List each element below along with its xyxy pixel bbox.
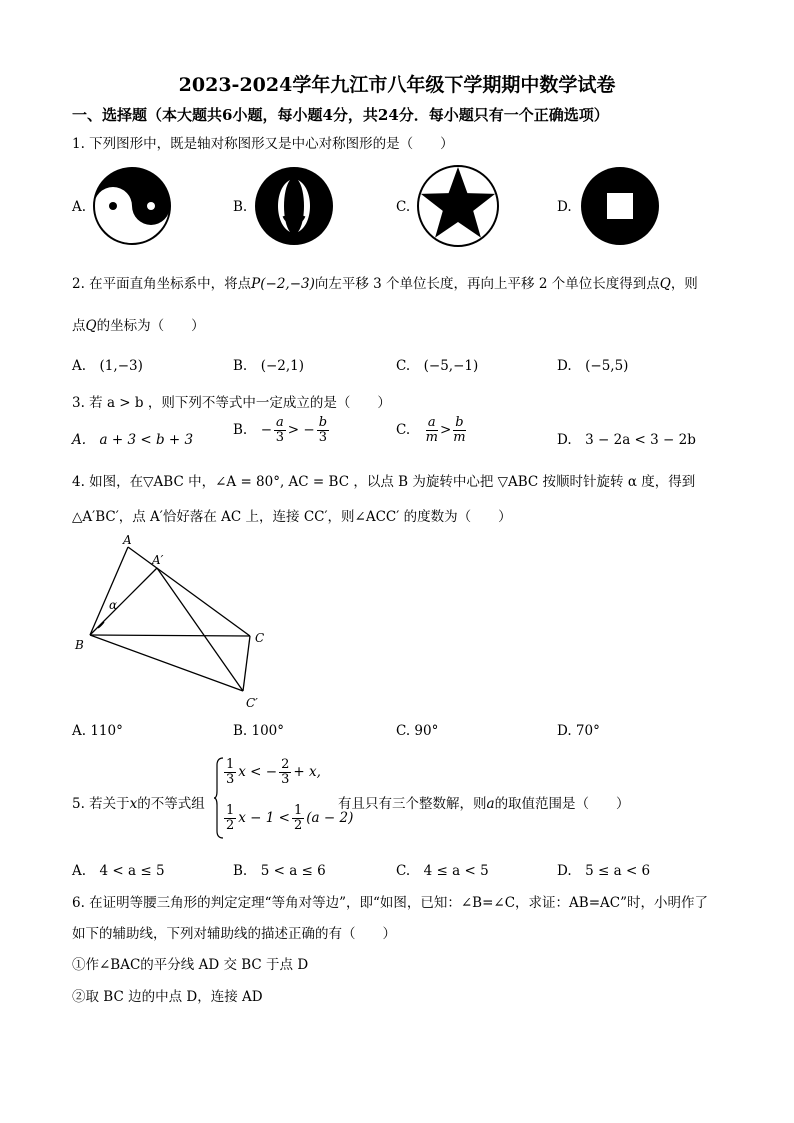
square-in-circle-icon <box>580 166 660 246</box>
label-B: B <box>75 638 84 652</box>
section-heading: 一、选择题（本大题共6小题，每小题4分，共24分．每小题只有一个正确选项） <box>72 106 609 124</box>
q5-option-c: C. 4 ≤ a < 5 <box>396 863 489 879</box>
crescents-icon <box>254 166 334 246</box>
q5-inequality-row-2: $\frac{1}{2}$ x − 1 < $\frac{1}{2}$ (a − 2) <box>226 803 354 833</box>
yin-yang-icon <box>92 166 172 246</box>
q2-option-b: B. (−2,1) <box>233 358 305 374</box>
star-in-circle-icon <box>416 164 500 248</box>
q4-option-b: B. 100° <box>233 723 285 739</box>
q4-option-d: D. 70° <box>557 723 600 739</box>
question-2-stem: 2. 在平面直角坐标系中，将点P(−2,−3)向左平移 3 个单位长度，再向上平移 2 个单位长度得到点Q，则 <box>72 276 698 292</box>
question-3-stem: 3. 若 a > b ，则下列不等式中一定成立的是（ ） <box>72 395 391 411</box>
q3-option-d: D. 3 − 2a < 3 − 2b <box>557 432 696 448</box>
q3-option-a: A. a + 3 < b + 3 <box>72 432 194 448</box>
q3-option-c: C. $\frac{a}{m}$ > $\frac{b}{m}$ <box>396 415 466 445</box>
question-6-item-2: ②取 BC 边的中点 D，连接 AD <box>72 989 263 1005</box>
q1-option-b-label: B. <box>233 199 248 215</box>
label-C: C <box>255 631 265 645</box>
label-A-prime: A′ <box>152 553 164 567</box>
question-5-stem-a: 5. 若关于x的不等式组 <box>72 796 205 812</box>
q2-option-d: D. (−5,5) <box>557 358 629 374</box>
question-6-stem-line1: 6. 在证明等腰三角形的判定定理“等角对等边”，即“如图，已知：∠B=∠C，求证：AB=AC”时，小明作了 <box>72 895 709 911</box>
question-4-stem-line2: △A′BC′，点 A′恰好落在 AC 上，连接 CC′，则∠ACC′ 的度数为（ ） <box>72 509 512 525</box>
q4-option-a: A. 110° <box>72 723 123 739</box>
question-6-item-1: ①作∠BAC的平分线 AD 交 BC 于点 D <box>72 957 309 973</box>
q4-option-c: C. 90° <box>396 723 439 739</box>
question-4-stem-line1: 4. 如图，在▽ABC 中，∠A = 80°, AC = BC ，以点 B 为旋转中心把 ▽ABC 按顺时针旋转 α 度，得到 <box>72 474 696 490</box>
q5-option-d: D. 5 ≤ a < 6 <box>557 863 651 879</box>
q5-inequality-row-1: $\frac{1}{3}$ x < − $\frac{2}{3}$ + x, <box>226 757 321 787</box>
label-alpha: α <box>109 598 118 612</box>
label-C-prime: C′ <box>246 696 258 710</box>
q3-option-b: B. − $\frac{a}{3}$ > − $\frac{b}{3}$ <box>233 415 328 445</box>
q1-option-a-label: A. <box>72 199 87 215</box>
question-2-stem-line2: 点Q的坐标为（ ） <box>72 318 205 334</box>
q5-option-a: A. 4 < a ≤ 5 <box>72 863 165 879</box>
q2-option-c: C. (−5,−1) <box>396 358 479 374</box>
q1-option-d-label: D. <box>557 199 572 215</box>
question-5-stem-b: 有且只有三个整数解，则a的取值范围是（ ） <box>338 796 630 812</box>
q2-option-a: A. (1,−3) <box>72 358 143 374</box>
q1-option-c-label: C. <box>396 199 411 215</box>
page-title: 2023-2024学年九江市八年级下学期期中数学试卷 <box>178 74 616 96</box>
q4-triangle-figure <box>70 530 290 715</box>
question-6-stem-line2: 如下的辅助线，下列对辅助线的描述正确的有（ ） <box>72 926 396 942</box>
question-1-stem: 1. 下列图形中，既是轴对称图形又是中心对称图形的是（ ） <box>72 136 454 152</box>
q5-option-b: B. 5 < a ≤ 6 <box>233 863 326 879</box>
label-A: A <box>123 533 132 547</box>
